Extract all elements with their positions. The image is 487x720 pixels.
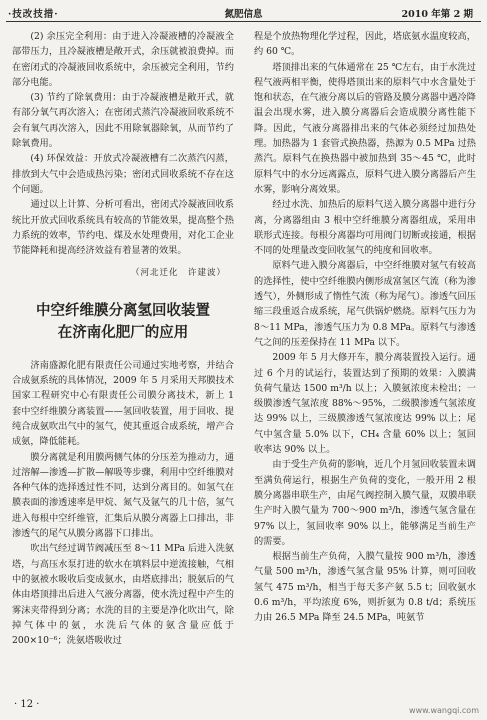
paragraph: 根据当前生产负荷，入膜气量按 900 m³/h，渗透气量 500 m³/h，渗透气氢含量 95% 计算，则可回收氢气 475 m³/h，相当于每天多产氨 5.5 t；回收氨水 0.6 m³/h，平均浓度 6%，则折氨为 0.8 t/d；系统压力由 26.5 MPa 降至 24.5 MPa，吨氨节 (254, 551, 476, 624)
paragraph: 通过以上计算、分析可看出，密闭式冷凝液回收系统比开放式回收系统具有较高的节能效果，提高整个热力系统的效率，节约电、煤及水处理费用，对化工企业节能降耗和提高经济效益有着显著的效果。 (12, 199, 234, 257)
watermark: www.wangqi.com (409, 706, 479, 715)
paragraph: 经过水洗、加热后的原料气送入膜分离器中进行分离，分离器组由 3 根中空纤维膜分离器组成，采用串联形式连接。每根分离器均可用阀门切断或接通，根据不同的处理量改变回收氢气的纯度和回收率。 (254, 199, 476, 257)
paragraph: 吹出气经过调节阀减压至 8～11 MPa 后进入洗氨塔，与高压水泵打进的软水在填料层中逆流接触，气相中的氨被水吸收后变成氨水，由塔底排出；脱氨后的气体由塔顶排出后进入气液分离器，使水洗过程中产生的雾沫夹带得到分离；水洗的目的主要是净化吹出气，除掉气体中的氨，水洗后气体的氨含量应低于 200×10⁻⁶；洗氨塔吸收过 (12, 543, 234, 647)
right-column (254, 29, 476, 626)
paragraph: 原料气进入膜分离器后，中空纤维膜对氢气有较高的选择性，使中空纤维膜内侧形成富氢区气流（称为渗透气），外侧形成了惰性气流（称为尾气）。渗透气回压缩三段重返合成系统，尾气供锅炉燃烧。原料气压力为 8～11 MPa，渗透气压力为 0.8 MPa。原料气与渗透气之间的压差保持在 11 MPa 以下。 (254, 260, 476, 348)
article-title-line: 在济南化肥厂的应用 (57, 324, 189, 341)
page-number: · 12 · (14, 699, 40, 710)
paragraph: 塔顶排出来的气体通常在 25 ℃左右，由于水洗过程气液两相平衡，使得塔顶出来的原料气中水含量处于饱和状态，在气液分离以后的管路及膜分离器中遇冷降温会出现水雾，进入膜分离器后会造成膜分离性能下降。因此，气液分离器排出来的气体必须经过加热处理。加热器为 1 套管式换热器，热源为 0.5 MPa 过热蒸汽。原料气在换热器中被加热到 35～45 ℃，此时原料气中的水分远离露点，原料气进入膜分离器后产生水雾，影响分离效果。 (254, 61, 476, 195)
paragraph: 膜分离就是利用膜两侧气体的分压差为推动力，通过溶解—渗透—扩散—解吸等步骤，利用中空纤维膜对各种气体的选择透过性不同，达到分离目的。如氢气在膜表面的渗透速率是甲烷、氮气及氩气的几十倍，氢气进入每根中空纤维管，汇集后从膜分离器上口排出，非渗透气的尾气从膜分离器下口排出。 (12, 451, 234, 540)
article-title-line: 中空纤维膜分离氢回收装置 (36, 302, 210, 319)
section-label: ·技改技措· (8, 9, 59, 20)
page-header (0, 0, 487, 24)
paragraph: (3) 节约了除氧费用：由于冷凝液槽是敞开式，就有部分氧气再次溶入；在密闭式蒸汽冷凝液回收系统不会有氧气再次溶入，因此不用除氧器除氧，从而节约了除氧费用。 (12, 92, 234, 150)
paragraph: (4) 环保效益：开放式冷凝液槽有二次蒸汽闪蒸，排放到大气中会造成热污染；密闭式回收系统不存在这个问题。 (12, 153, 234, 195)
paragraph: 由于受生产负荷的影响，近几个月氢回收装置未调至满负荷运行，根据生产负荷的变化，一般开用 2 根膜分离器串联生产，由尾气阀控制入膜气量，双膜串联生产时入膜气量为 700～900 m³/h，渗透气氢含量在 97% 以上，氢回收率 90% 以上，能够满足当前生产的需要。 (254, 459, 476, 547)
left-column (12, 29, 234, 648)
header-rule (6, 21, 481, 22)
paragraph: (2) 余压完全利用：由于进入冷凝液槽的冷凝液全部带压力，且冷凝液槽是敞开式，余压就被浪费掉。而在密闭式的冷凝液回收系统中，余压被完全利用，节约部分电能。 (12, 31, 234, 88)
paragraph: 济南盛源化肥有限责任公司通过实地考察，并结合合成氨系统的具体情况，2009 年 5 月采用天邦膜技术国家工程研究中心有限责任公司膜分离技术，新上 1 套中空纤维膜分离装置——氢回收装置，用于回收、提纯合成氨吹出气中的氢气，使其重返合成系统，增产合成氨，降低能耗。 (12, 359, 234, 448)
paragraph: 2009 年 5 月大修开车，膜分离装置投入运行。通过 6 个月的试运行，装置达到了预期的效果：入膜满负荷气量达 1500 m³/h 以上；入膜氨浓度未检出；一级膜渗透气氢浓度 88%～95%，二级膜渗透气氢浓度达 99% 以上，三级膜渗透气氢浓度达 99% 以上；尾气中氢含量 5.0% 以下，CH₄ 含量 60% 以上；氢回收率达 90% 以上。 (254, 352, 476, 456)
article-title (12, 300, 234, 344)
paragraph: 程是个放热物理化学过程，因此，塔底氨水温度较高，约 60 ℃。 (254, 31, 476, 58)
author-byline: （河北迁化 许建波） (130, 268, 226, 279)
issue-label: 2010 年第 2 期 (401, 9, 473, 20)
journal-name: 氮肥信息 (224, 9, 263, 20)
